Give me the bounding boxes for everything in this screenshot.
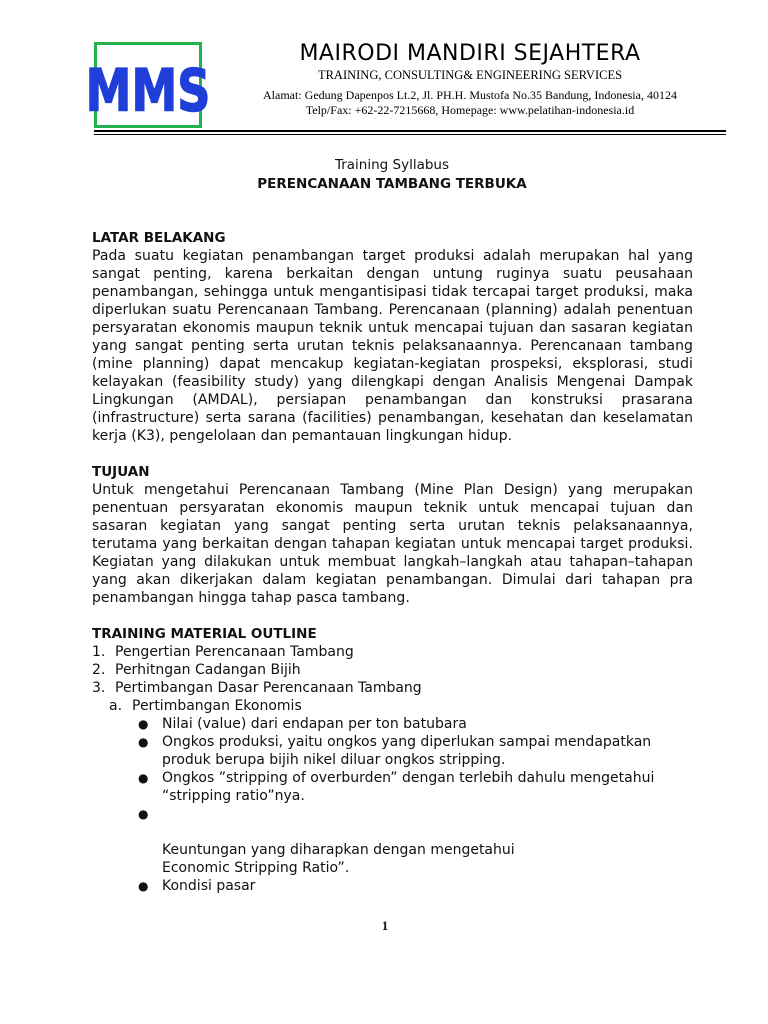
bullet-text: Ongkos produksi, yaitu ongkos yang diperlukan sampai mendapatkan produk berupa bijih nikel diluar ongkos stripping. [162,734,652,768]
logo-text: MMS [85,58,211,126]
bullet-text: Ongkos ”stripping of overburden” dengan terlebih dahulu mengetahui “stripping ratio”nya. [162,770,655,804]
bullet-icon: ● [138,807,149,821]
bullet-icon: ● [138,735,149,749]
list-number: 1. [92,644,106,660]
list-item [92,661,693,679]
bullet-list [138,715,693,895]
company-logo [85,42,211,128]
company-contact: Telp/Fax: +62-22-7215668, Homepage: www.pelatihan-indonesia.id [305,103,635,117]
bullet-item [138,805,693,877]
document-type: Training Syllabus [334,157,450,173]
bullet-item [138,733,693,769]
header-divider [94,130,726,132]
sub-item-letter: a. [109,698,123,714]
sub-item-economic [109,697,693,715]
bullet-text: Kondisi pasar [162,878,256,894]
page-number: 1 [381,918,389,933]
company-address: Alamat: Gedung Dapenpos Lt.2, Jl. PH.H. Mustofa No.35 Bandung, Indonesia, 40124 [263,88,677,102]
bullet-icon: ● [138,879,149,893]
list-item-label: Perhitngan Cadangan Bijih [115,662,301,678]
background-heading: LATAR BELAKANG [92,230,226,246]
header-divider-thin [94,134,726,135]
bullet-icon: ● [138,717,149,731]
bullet-item [138,877,693,895]
list-item-label: Pengertian Perencanaan Tambang [115,644,354,660]
bullet-item [138,769,693,805]
objective-paragraph: Untuk mengetahui Perencanaan Tambang (Mine Plan Design) yang merupakan penentuan persyaratan ekonomis maupun teknik untuk mencapai tujuan dan sasaran kegiatan yang sangat penting serta urutan teknis pelaksanaannya, terutama yang berkaitan dengan tahapan kegiatan untuk mencapai target produksi. Kegiatan yang dilakukan untuk membuat langkah–langkah atau tahapan–tahapan yang akan dikerjakan dalam kegiatan penambangan. Dimulai dari tahapan pra penambangan hingga tahap pasca tambang. [92,482,693,606]
company-tagline: TRAINING, CONSULTING& ENGINEERING SERVICES [317,68,623,82]
sub-item-label: Pertimbangan Ekonomis [132,698,302,714]
bullet-icon: ● [138,771,149,785]
bullet-text: Keuntungan yang diharapkan dengan mengetahui Economic Stripping Ratio”. [162,842,515,876]
company-name: MAIRODI MANDIRI SEJAHTERA [299,41,641,66]
mms-logo-mark [85,47,211,126]
document-title: PERENCANAAN TAMBANG TERBUKA [257,176,527,192]
list-number: 3. [92,680,106,696]
list-item-label: Pertimbangan Dasar Perencanaan Tambang [115,680,422,696]
list-number: 2. [92,662,106,678]
list-item [92,643,693,661]
outline-list [92,643,693,697]
list-item [92,679,693,697]
document-body [92,229,693,895]
background-paragraph: Pada suatu kegiatan penambangan target produksi adalah merupakan hal yang sangat penting, karena berkaitan dengan untung ruginya suatu peusahaan penambangan, sehingga untuk mengantisipasi tidak tercapai target produksi, maka diperlukan suatu Perencanaan Tambang. Perencanaan (planning) adalah penentuan persyaratan ekonomis maupun teknik untuk mencapai tujuan dan sasaran kegiatan yang sangat penting serta urutan teknis pelaksanaannya. Perencanaan tambang (mine planning) dapat mencakup kegiatan-kegiatan prospeksi, eksplorasi, studi kelayakan (feasibility study) yang dilengkapi dengan Analisis Mengenai Dampak Lingkungan (AMDAL), persiapan penambangan dan konstruksi prasarana (infrastructure) serta sarana (facilities) penambangan, kesehatan dan keselamatan kerja (K3), pengelolaan dan pemantauan lingkungan hidup. [92,248,693,444]
bullet-item [138,715,693,733]
objective-heading: TUJUAN [92,464,150,480]
bullet-text: Nilai (value) dari endapan per ton batubara [162,716,467,732]
outline-heading: TRAINING MATERIAL OUTLINE [92,626,317,642]
